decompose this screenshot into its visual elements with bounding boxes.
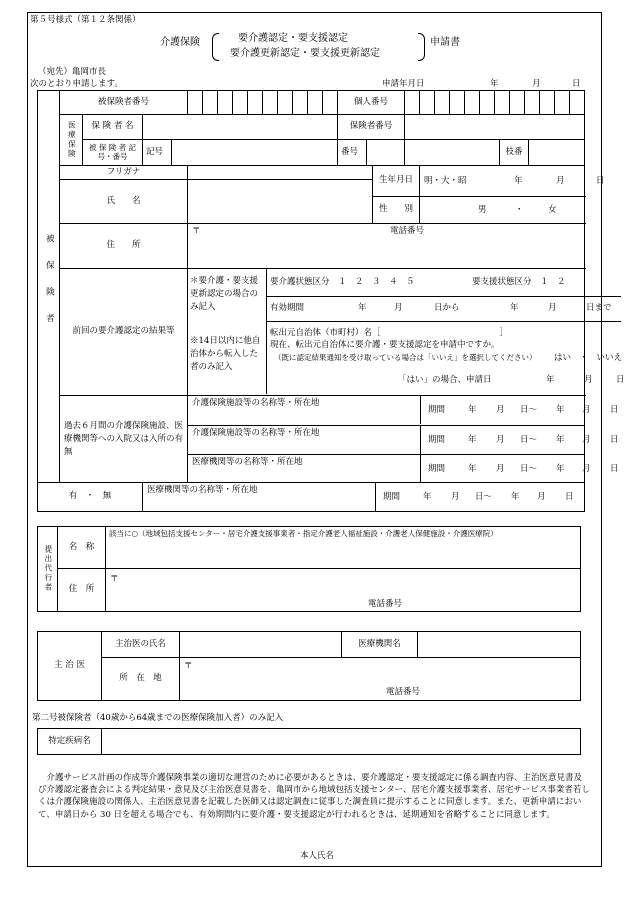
signature-label: 本人氏名	[300, 851, 335, 861]
individual-number-digit[interactable]	[525, 91, 540, 115]
insured-section-label: 被保険者	[38, 91, 60, 483]
sex-label: 性 別	[373, 197, 420, 224]
postal-mark: 〒	[192, 226, 201, 236]
individual-number-digit[interactable]	[420, 91, 435, 115]
facility-period-d2: 日	[565, 492, 574, 502]
facility-row	[143, 483, 584, 511]
code-label: 記号	[143, 140, 172, 165]
application-month: 月	[532, 79, 541, 89]
facility-period-d1: 日～	[475, 492, 493, 502]
facility-row	[188, 396, 619, 424]
facility-period-y1: 年	[423, 492, 432, 502]
address-label: 住 所	[60, 224, 188, 269]
insured-number-digit[interactable]	[203, 91, 218, 115]
title-prefix: 介護保険	[160, 37, 200, 48]
individual-number-digit[interactable]	[465, 91, 480, 115]
individual-number-digit[interactable]	[510, 91, 525, 115]
insured-number-label: 被保険者番号	[60, 91, 188, 115]
individual-number-digit[interactable]	[450, 91, 465, 115]
validity-month-to: 月	[548, 303, 557, 313]
branch-label: 枝番	[499, 140, 529, 165]
facility-period-d1: 日～	[520, 405, 538, 415]
doctor-table	[37, 631, 581, 701]
individual-number-digit[interactable]	[405, 91, 420, 115]
facility-period-y2: 年	[556, 435, 565, 445]
insured-number-digit[interactable]	[308, 91, 323, 115]
insured-table	[37, 90, 625, 512]
consent-paragraph: 介護サービス計画の作成等介護保険事業の適切な運営のために必要があるときは、要介護認定・要支援認定に係る調査内容、主治医意見書及び介護認定審査会による判定結果・意見及び主治医意見書を、亀岡市から地域包括支援センター、居宅介護支援事業者、居宅サービス事業者若しくは介護保険施設の関係人、主治医意見書を記載した医師又は認定調査に従事した調査員に提示することに同意します。また、更新申請において、申請日から 30 日を超える場合でも、有効期間内に要介護・要支援認定が行われるときは、延期通知を省略することに同意します。	[38, 773, 590, 820]
facility-row	[188, 454, 619, 483]
agent-postal-mark: 〒	[110, 574, 119, 584]
facility-row	[188, 425, 619, 454]
transfer-note: ※14日以内に他自治体から転入した者のみ記入	[190, 336, 261, 372]
transfer-yes-no[interactable]: はい ・ いいえ	[554, 353, 623, 363]
title-suffix: 申請書	[430, 37, 460, 48]
phone-label: 電話番号	[390, 226, 425, 236]
furigana-field[interactable]	[188, 166, 373, 180]
institution-field[interactable]	[418, 632, 581, 658]
facility-period-d1: 日～	[520, 464, 538, 474]
individual-number-digit[interactable]	[495, 91, 510, 115]
yes-case-year: 年	[546, 375, 555, 385]
application-day: 日	[572, 79, 581, 89]
sex-male[interactable]: 男	[478, 205, 487, 215]
individual-number-digit[interactable]	[540, 91, 555, 115]
facility-period-m2: 月	[537, 492, 546, 502]
facility-period-m1: 月	[496, 405, 505, 415]
facility-period-d2: 日	[610, 435, 619, 445]
application-date-label: 申請年月日	[382, 79, 425, 89]
transfer-origin[interactable]: 転出元自治体（市町村）名［ ］	[270, 328, 509, 338]
facility-name-label: 介護保険施設等の名称等・所在地	[192, 398, 320, 408]
insured-code-label: 被 保 険 者 記号・番号	[83, 140, 143, 166]
facility-period-y1: 年	[468, 405, 477, 415]
facility-name-label: 医療機関等の名称等・所在地	[147, 485, 258, 495]
agent-name-label: 名 称	[58, 527, 106, 569]
title-option-2: 要介護更新認定・要支援更新認定	[230, 48, 380, 59]
facility-name-field[interactable]	[143, 483, 376, 511]
individual-number-digit[interactable]	[435, 91, 450, 115]
second-insured-note: 第二号被保険者（40歳から64歳までの医療保険加入者）のみ記入	[32, 713, 284, 723]
birth-year: 年	[514, 176, 523, 186]
title-option-1: 要介護認定・要支援認定	[238, 33, 348, 44]
validity-label: 有効期間	[270, 303, 305, 313]
facility-period-m1: 月	[496, 464, 505, 474]
sex-separator: ・	[515, 205, 524, 215]
form-number: 第５号様式（第１２条関係）	[30, 15, 141, 25]
medical-insurance-label: 医療保険	[60, 115, 83, 166]
agent-table	[37, 526, 581, 612]
insured-number-digit[interactable]	[248, 91, 263, 115]
individual-number-digit[interactable]	[555, 91, 570, 115]
yes-case-month: 月	[584, 375, 593, 385]
number-label: 番号	[338, 140, 367, 165]
transfer-question: 現在、転出元自治体に要介護・要支援認定を申請中ですか。	[270, 340, 500, 350]
facility-period-d1: 日～	[520, 435, 538, 445]
facility-period-y2: 年	[556, 405, 565, 415]
individual-number-digit[interactable]	[480, 91, 495, 115]
doctor-address-label: 所 在 地	[102, 658, 180, 701]
agent-address-label: 住 所	[58, 569, 106, 612]
birth-month: 月	[556, 176, 565, 186]
disease-table	[37, 728, 581, 755]
application-year: 年	[490, 79, 499, 89]
facility-period-period: 期間	[428, 405, 446, 415]
validity-year-to: 年	[510, 303, 519, 313]
insured-number-digit[interactable]	[188, 91, 203, 115]
birth-day: 日	[596, 176, 605, 186]
insured-number-digit[interactable]	[323, 91, 338, 115]
doctor-name-label: 主治医の氏名	[102, 632, 180, 658]
facility-name-label: 医療機関等の名称等・所在地	[192, 457, 303, 467]
agent-name-field[interactable]	[106, 527, 581, 569]
facility-period-y1: 年	[468, 464, 477, 474]
facility-period-period: 期間	[383, 492, 401, 502]
name-field[interactable]	[188, 180, 373, 224]
insured-number-digit[interactable]	[218, 91, 233, 115]
facility-period-m2: 月	[582, 464, 591, 474]
facility-period-period: 期間	[428, 464, 446, 474]
facility-period-m1: 月	[451, 492, 460, 502]
individual-number-label: 個人番号	[338, 91, 405, 115]
sex-female[interactable]: 女	[548, 205, 557, 215]
facility-name-field[interactable]	[188, 426, 421, 454]
insurer-number-field[interactable]	[405, 115, 585, 140]
insured-number-digit[interactable]	[233, 91, 248, 115]
facility-period-d2: 日	[610, 464, 619, 474]
facility-period-m2: 月	[582, 435, 591, 445]
validity-month-from: 月	[394, 303, 403, 313]
validity-until: 日まで	[586, 303, 612, 313]
insured-number-digit[interactable]	[278, 91, 293, 115]
agent-section-label: 提出代行者	[38, 527, 58, 612]
name-label: 氏 名	[60, 180, 188, 224]
renewal-note: ＊要介護・要支援更新認定の場合のみ記入	[190, 276, 259, 312]
insured-number-digit[interactable]	[293, 91, 308, 115]
insured-number-digit[interactable]	[263, 91, 278, 115]
support-level-options[interactable]: 要支援状態区分 １ ２	[472, 277, 566, 287]
facility-period-y1: 年	[468, 435, 477, 445]
doctor-name-field[interactable]	[180, 632, 342, 658]
agent-applicable[interactable]: 該当に○（地域包括支援センター・居宅介護支援事業者・指定介護老人福祉施設・介護老人保健施設・介護医療院）	[109, 529, 498, 538]
insurer-name-field[interactable]	[143, 115, 338, 140]
furigana-label: フリガナ	[60, 166, 188, 180]
facility-name-label: 介護保険施設等の名称等・所在地	[192, 428, 320, 438]
addressee: （宛先）亀岡市長	[38, 67, 107, 77]
yes-case-label: 「はい」の場合、申請日	[398, 375, 492, 385]
validity-from: 日から	[434, 303, 460, 313]
facility-label: 過去６月間の介護保険施設、医療機関等への入院又は入所の有無	[60, 396, 188, 483]
facility-period-y2: 年	[556, 464, 565, 474]
previous-result-label: 前回の要介護認定の結果等	[60, 269, 188, 396]
individual-number-digit[interactable]	[570, 91, 585, 115]
disease-field[interactable]	[102, 729, 581, 755]
validity-year-from: 年	[358, 303, 367, 313]
facility-period-y2: 年	[511, 492, 520, 502]
doctor-phone-label: 電話番号	[386, 687, 421, 697]
era-options[interactable]: 明・大・昭	[424, 176, 467, 186]
care-level-options[interactable]: 要介護状態区分 １ ２ ３ ４ ５	[270, 277, 415, 287]
doctor-section-label: 主 治 医	[38, 632, 102, 701]
transfer-hint: （既に認定結果通知を受け取っている場合は「いいえ」を選択してください）	[274, 353, 537, 362]
agent-phone-label: 電話番号	[368, 599, 403, 609]
institution-label: 医療機関名	[342, 632, 418, 658]
facility-period-m2: 月	[582, 405, 591, 415]
facility-yes-no[interactable]: 有 ・ 無	[38, 483, 143, 512]
insurer-number-label: 保険者番号	[338, 115, 405, 140]
right-brace	[418, 33, 425, 61]
facility-period-period: 期間	[428, 435, 446, 445]
yes-case-day: 日	[616, 375, 625, 385]
facility-period-d2: 日	[610, 405, 619, 415]
disease-label: 特定疾病名	[38, 729, 102, 755]
insurer-name-label: 保 険 者 名	[83, 115, 143, 140]
intro-text: 次のとおり申請します。	[30, 79, 123, 89]
facility-name-field[interactable]	[188, 396, 421, 424]
facility-period-m1: 月	[496, 435, 505, 445]
facility-name-field[interactable]	[188, 455, 421, 483]
birthdate-label: 生年月日	[373, 166, 420, 197]
left-brace	[212, 33, 219, 61]
doctor-postal-mark: 〒	[184, 661, 193, 671]
